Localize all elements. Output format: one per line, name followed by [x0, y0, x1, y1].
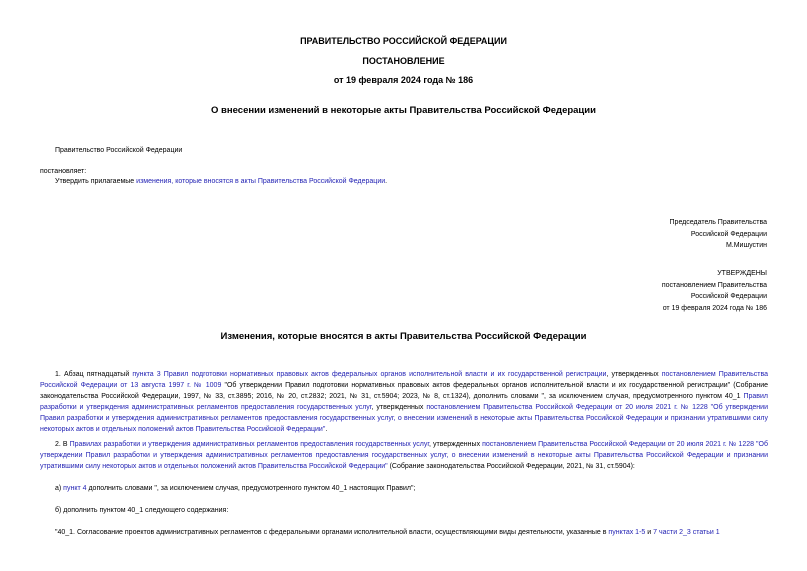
p1-text-b: , утвержденных [606, 371, 662, 378]
doc-date-number: от 19 февраля 2024 года № 186 [333, 75, 474, 85]
p2-text-c: (Собрание законодательства Российской Федерации, 2021, № 31, ст.5904): [387, 463, 635, 470]
gov-line: Правительство Российской Федерации [55, 147, 183, 154]
signature-position: Председатель Правительства [669, 219, 767, 226]
p1-link-rules-point3[interactable]: пункта 3 Правил подготовки нормативных правовых актов федеральных органов исполнительной власти и их государственной регистрации [132, 371, 607, 378]
approved-by: постановлением Правительства [661, 281, 767, 289]
approved-date: от 19 февраля 2024 года № 186 [662, 304, 767, 312]
paragraph-b: б) дополнить пунктом 40_1 следующего содержания: [55, 507, 229, 514]
paragraph-2 [40, 439, 768, 472]
paragraph-40-1 [40, 527, 768, 538]
p1-text-c: "Об утверждении Правил подготовки нормативных правовых актов федеральных органов исполнительной власти и их государственной регистрации" (Собрание законодательства Российской Федерации, 1997, № 33, ст.3895; 2016, № 20, ст.2832; 2021, № 31, ст.5904; 2023, № 8, ст.1324), дополнить словами ", за исключением случая, предусмотренного пунктом 40_1 [40, 382, 769, 400]
p40-link-points-1-5[interactable]: пунктах 1-5 [608, 529, 646, 536]
pa-text-a: а) [55, 485, 64, 492]
paragraph-1 [40, 369, 768, 435]
p1-text-d: , утвержденных [371, 404, 427, 411]
changes-title: Изменения, которые вносятся в акты Правительства Российской Федерации [220, 331, 587, 342]
resolves-line: постановляет: [40, 168, 87, 175]
approved-title: УТВЕРЖДЕНЫ [717, 270, 767, 277]
org-heading: ПРАВИТЕЛЬСТВО РОССИЙСКОЙ ФЕДЕРАЦИИ [300, 36, 507, 46]
p1-link-reglament-rules[interactable]: Правил разработки и утверждения административных регламентов предоставления государственных услуг [40, 393, 768, 411]
signature-name: М.Мишустин [725, 242, 767, 249]
signature-block [467, 217, 767, 252]
p40-text-a: "40_1. Согласование проектов административных регламентов с федеральными органами исполнительной власти, осуществляющими виды деятельности, указанные в [55, 529, 609, 536]
paragraph-a [55, 484, 415, 494]
pa-text-b: дополнить словами ", за исключением случая, предусмотренного пунктом 40_1 настоящих Правил"; [86, 485, 416, 492]
p40-link-part-2-3-article-1[interactable]: 7 части 2_3 статьи 1 [653, 529, 720, 536]
doc-title: О внесении изменений в некоторые акты Правительства Российской Федерации [211, 105, 596, 116]
p1-text-a: 1. Абзац пятнадцатый [55, 371, 133, 378]
approve-line [55, 177, 387, 187]
p40-text-b: и [645, 529, 654, 536]
p1-link-resolution-1228[interactable]: постановлением Правительства Российской Федерации от 20 июля 2021 г. № 1228 "Об утверждении Правил разработки и утверждения административных регламентов предоставления государственных услуг, о внесении изменений в некоторые акты Правительства Российской Федерации и признании утратившими силу некоторых актов и отдельных положений актов Правительства Российской Федерации" [40, 404, 768, 433]
approve-prefix: Утвердить прилагаемые [55, 178, 137, 185]
approved-block [467, 268, 767, 314]
changes-link[interactable]: изменения, которые вносятся в акты Правительства Российской Федерации [136, 178, 386, 185]
pa-link-point4[interactable]: пункт 4 [63, 485, 87, 492]
signature-country: Российской Федерации [690, 230, 767, 238]
p2-link-reglament-rules[interactable]: Правилах разработки и утверждения административных регламентов предоставления государственных услуг [69, 441, 430, 448]
doc-type-heading: ПОСТАНОВЛЕНИЕ [362, 56, 445, 66]
p1-link-resolution-1009[interactable]: постановлением Правительства Российской Федерации от 13 августа 1997 г. № 1009 [40, 371, 768, 389]
p1-text-e: . [325, 426, 328, 433]
p2-text-a: 2. В [55, 441, 70, 448]
p2-link-resolution-1228[interactable]: постановлением Правительства Российской Федерации от 20 июля 2021 г. № 1228 "Об утверждении Правил разработки и утверждения административных регламентов предоставления государственных услуг, о внесении изменений в некоторые акты Правительства Российской Федерации и признании утратившими силу некоторых актов и отдельных положений актов Правительства Российской Федерации" [40, 441, 768, 470]
approve-suffix: . [385, 178, 388, 185]
p2-text-b: , утвержденных [429, 441, 483, 448]
approved-country: Российской Федерации [690, 293, 767, 300]
